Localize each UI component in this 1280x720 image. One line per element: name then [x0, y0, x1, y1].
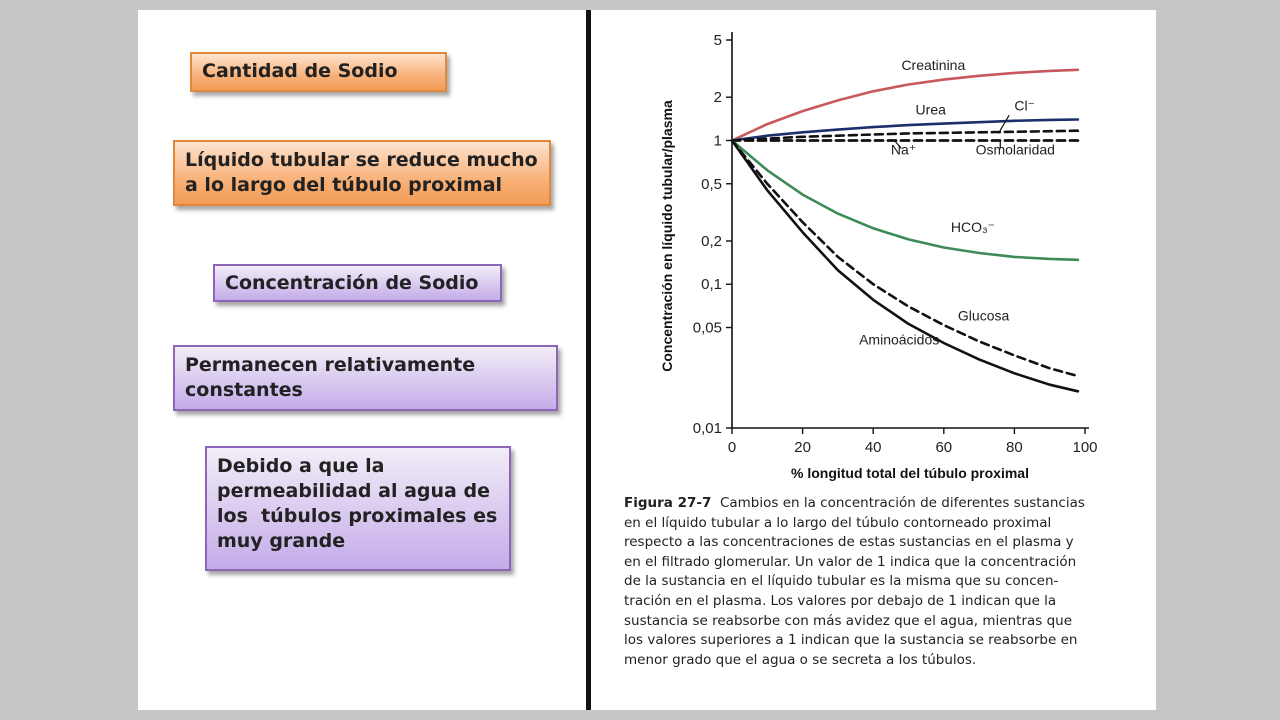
caption-label: Figura 27-7: [624, 495, 712, 511]
caption-line-6: tración en el plasma. Los valores por debajo de 1 indican que la: [624, 592, 1057, 609]
caption-line-4: en el filtrado glomerular. Un valor de 1 indica que la concentración: [624, 553, 1077, 570]
x-tick-label-4: 80: [1006, 439, 1023, 456]
box-debido-line1: Debido a que la: [217, 455, 385, 477]
caption-line-2: en el líquido tubular a lo largo del túbulo contorneado proximal: [624, 514, 1052, 531]
box-permanecen-line2: constantes: [185, 379, 303, 401]
box-cantidad-sodio-text: Cantidad de Sodio: [202, 60, 398, 82]
figure-caption: [624, 494, 1132, 670]
series-label-3: Na⁺: [890, 141, 917, 158]
chart-series: [732, 57, 1078, 391]
box-debido-line3: los túbulos proximales es: [217, 505, 498, 527]
chart-axes: [693, 32, 1098, 456]
series-label-0: Creatinina: [901, 56, 966, 73]
box-liquido-tubular-line2: a lo largo del túbulo proximal: [185, 174, 503, 196]
series-label-2: Cl⁻: [1014, 97, 1036, 114]
series-label-1: Urea: [915, 101, 946, 118]
concentration-chart: [580, 22, 1120, 492]
box-permanecen: [173, 345, 558, 411]
y-tick-label-5: 0,1: [701, 276, 722, 294]
box-concentracion-sodio-text: Concentración de Sodio: [225, 272, 479, 294]
caption-line-5: de la sustancia en el líquido tubular es la misma que su concen-: [624, 573, 1059, 590]
x-tick-label-5: 100: [1072, 439, 1098, 456]
y-tick-label-7: 0,01: [692, 420, 722, 437]
y-tick-label-1: 2: [713, 89, 722, 107]
caption-text-1: Cambios en la concentración de diferentes sustancias: [711, 495, 1085, 511]
caption-line-9: menor grado que el agua o se secreta a los túbulos.: [624, 651, 977, 668]
box-liquido-tubular: [173, 140, 551, 206]
x-axis-label: % longitud total del túbulo proximal: [791, 465, 1029, 481]
y-tick-label-4: 0,2: [701, 232, 722, 250]
x-tick-label-0: 0: [727, 439, 737, 456]
box-cantidad-sodio: [190, 52, 447, 92]
box-debido-line4: muy grande: [217, 530, 346, 552]
caption-line-7: sustancia se reabsorbe con más avidez que el agua, mientras que: [624, 612, 1073, 629]
box-debido: [205, 446, 511, 571]
y-tick-label-2: 1: [713, 132, 722, 150]
series-line-cl: [732, 131, 1078, 141]
caption-line-8: los valores superiores a 1 indican que la sustancia se reabsorbe en: [624, 632, 1078, 649]
x-tick-label-1: 20: [794, 439, 811, 456]
caption-line-3: respecto a las concentraciones de estas sustancias en el plasma y: [624, 534, 1074, 551]
caption-line-1: [624, 494, 1132, 514]
x-tick-label-3: 60: [935, 439, 953, 456]
y-tick-label-3: 0,5: [701, 175, 722, 193]
series-line-aminoa-cidos: [732, 141, 1078, 392]
box-permanecen-line1: Permanecen relativamente: [185, 354, 476, 376]
box-concentracion-sodio: [213, 264, 502, 302]
series-label-5: HCO₃⁻: [950, 219, 996, 236]
x-tick-label-2: 40: [864, 439, 882, 456]
series-label-4: Osmolaridad: [975, 141, 1055, 158]
box-debido-line2: permeabilidad al agua de: [217, 480, 490, 502]
y-axis-label: Concentración en líquido tubular/plasma: [659, 100, 675, 372]
series-label-7: Aminoácidos: [859, 331, 940, 348]
y-tick-label-6: 0,05: [692, 319, 722, 337]
box-liquido-tubular-line1: Líquido tubular se reduce mucho: [185, 149, 538, 171]
y-tick-label-0: 5: [713, 32, 722, 49]
series-label-6: Glucosa: [957, 307, 1010, 324]
